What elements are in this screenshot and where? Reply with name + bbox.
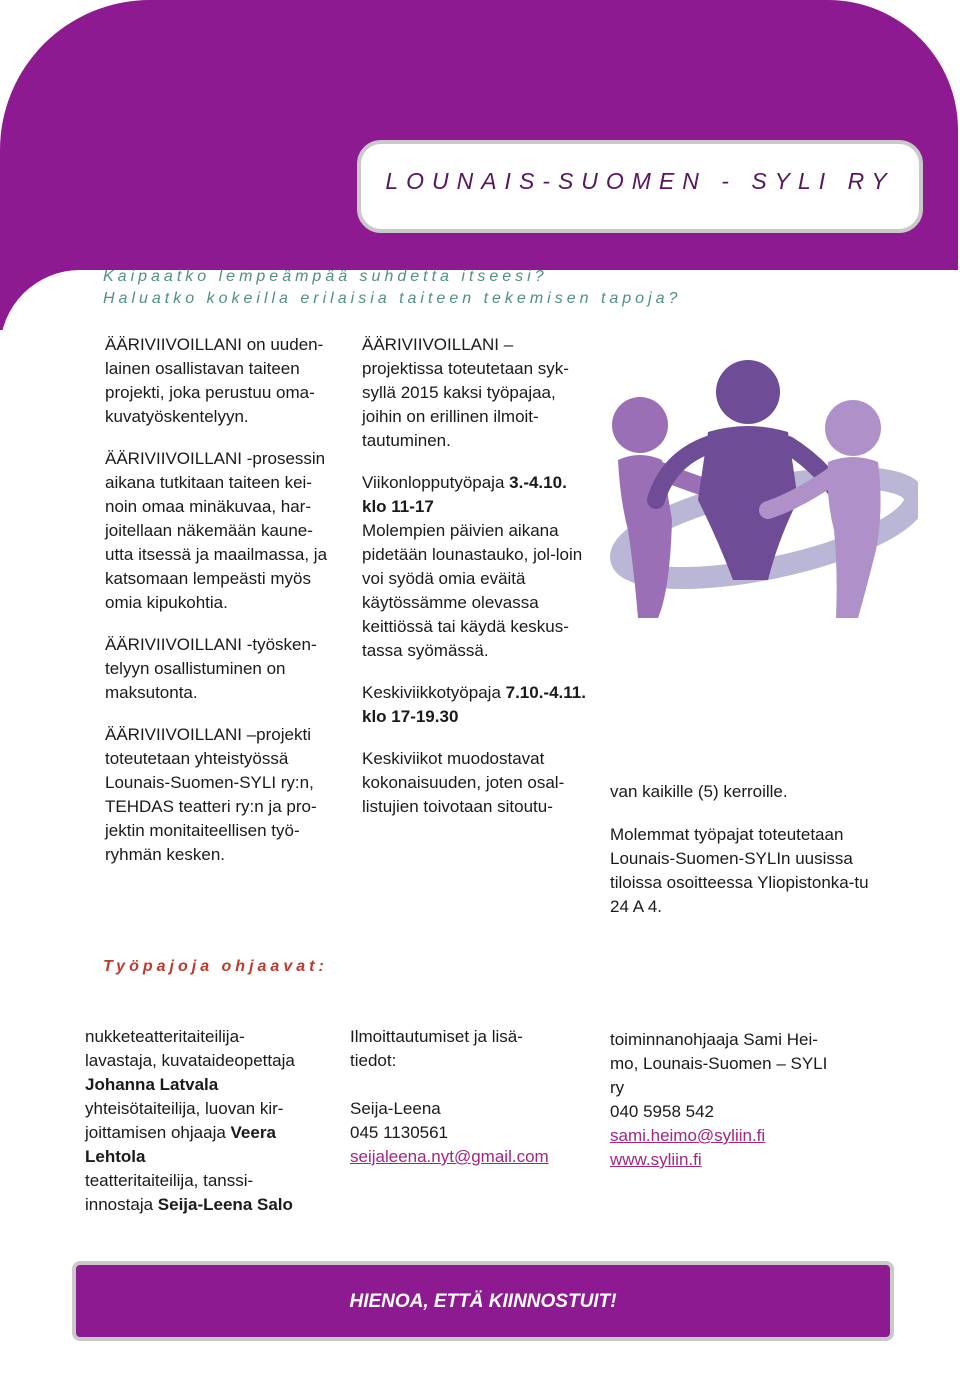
footer-text: HIENOA, ETTÄ KIINNOSTUIT!	[349, 1291, 617, 1312]
left-paragraph-4: ÄÄRIVIIVOILLANI –projekti toteutetaan yhteistyössä Lounais-Suomen-SYLI ry:n, TEHDAS teatteri ry:n ja pro-jektin monitaiteellisen työ-ryhmän kesken.	[105, 725, 317, 864]
registration-block	[350, 1025, 590, 1169]
instructor-line-1: nukketeatteritaiteilija-	[85, 1027, 245, 1046]
org-contact-phone: 040 5958 542	[610, 1102, 714, 1121]
instructor-name-2b: Lehtola	[85, 1147, 146, 1166]
tagline-line-2: Haluatko kokeilla erilaisia taiteen tekemisen tapoja?	[103, 290, 682, 307]
org-contact-line-1: toiminnanohjaaja Sami Hei-	[610, 1030, 818, 1049]
org-contact-block	[610, 1028, 870, 1172]
instructor-line-4-row	[85, 1121, 330, 1145]
left-paragraph-3: ÄÄRIVIIVOILLANI -työsken-telyyn osallistuminen on maksutonta.	[105, 635, 317, 702]
middle-paragraph-1: ÄÄRIVIIVOILLANI – projektissa toteutetaan syk-syllä 2015 kaksi työpajaa, joihin on erillinen ilmoit-tautuminen.	[362, 335, 569, 450]
registration-email-link[interactable]: seijaleena.nyt@gmail.com	[350, 1147, 549, 1166]
right-paragraph-2: Molemmat työpajat toteutetaan Lounais-Suomen-SYLIn uusissa tiloissa osoitteessa Yliopistonka-tu 24 A 4.	[610, 825, 869, 916]
left-paragraph-1: ÄÄRIVIIVOILLANI on uuden-lainen osallistavan taiteen projekti, joka perustuu oma-kuvatyöskentelyyn.	[105, 335, 324, 426]
org-contact-email-link[interactable]: sami.heimo@syliin.fi	[610, 1126, 766, 1145]
instructor-line-5: teatteritaiteilija, tanssi-	[85, 1171, 254, 1190]
instructor-name-3: Seija-Leena Salo	[157, 1195, 293, 1214]
instructor-line-2: lavastaja, kuvataideopettaja	[85, 1051, 295, 1070]
title-box	[357, 140, 923, 233]
right-paragraph-1: van kaikille (5) kerroille.	[610, 782, 788, 801]
left-paragraph-2: ÄÄRIVIIVOILLANI -prosessin aikana tutkitaan taiteen kei-noin omaa minäkuvaa, har-joitellaan näkemään kaune-utta itsessä ja maailmassa, ja katsomaan lempeästi myös omia kipukohtia.	[105, 449, 328, 612]
instructor-name-2a: Veera	[230, 1123, 276, 1142]
workshop-1-label: Viikonlopputyöpaja	[362, 473, 510, 492]
workshop-1-heading	[362, 471, 594, 519]
middle-column	[362, 333, 594, 837]
workshop-2-date: 7.10.-4.11. klo 17-19.30	[362, 683, 586, 726]
org-contact-line-2: mo, Lounais-Suomen – SYLI	[610, 1054, 828, 1073]
instructor-line-4: joittamisen ohjaaja	[85, 1123, 231, 1142]
workshop-2-heading	[362, 681, 594, 729]
instructors-block	[85, 1025, 330, 1217]
left-column	[105, 333, 337, 885]
middle-paragraph-last: Keskiviikot muodostavat kokonaisuuden, joten osal-listujien toivotaan sitoutu-	[362, 749, 565, 816]
workshop-2-label: Keskiviikkotyöpaja	[362, 683, 506, 702]
org-contact-web-link[interactable]: www.syliin.fi	[610, 1150, 702, 1169]
instructor-line-6-row	[85, 1193, 330, 1217]
page-title: LOUNAIS-SUOMEN - SYLI RY	[385, 168, 895, 194]
people-logo	[598, 350, 918, 640]
instructors-heading: Työpajoja ohjaavat:	[103, 958, 328, 975]
right-column	[610, 780, 890, 937]
instructor-name-1: Johanna Latvala	[85, 1075, 219, 1094]
instructor-line-6: innostaja	[85, 1195, 158, 1214]
workshop-1-text: Molempien päivien aikana pidetään lounastauko, jol-loin voi syödä omia eväitä käytössämme olevassa keittiössä tai käydä keskus-tassa syömässä.	[362, 521, 583, 660]
registration-phone: 045 1130561	[350, 1123, 449, 1142]
tagline-line-1: Kaipaatko lempeämpää suhdetta itseesi?	[103, 268, 548, 285]
registration-line-1: Ilmoittautumiset ja lisä-	[350, 1027, 523, 1046]
instructor-line-3: yhteisötaiteilija, luovan kir-	[85, 1099, 284, 1118]
registration-name: Seija-Leena	[350, 1099, 441, 1118]
registration-line-2: tiedot:	[350, 1051, 397, 1070]
org-contact-line-3: ry	[610, 1078, 625, 1097]
workshop-1-date: 3.-4.10. klo 11-17	[362, 473, 567, 516]
footer-banner	[72, 1261, 894, 1341]
